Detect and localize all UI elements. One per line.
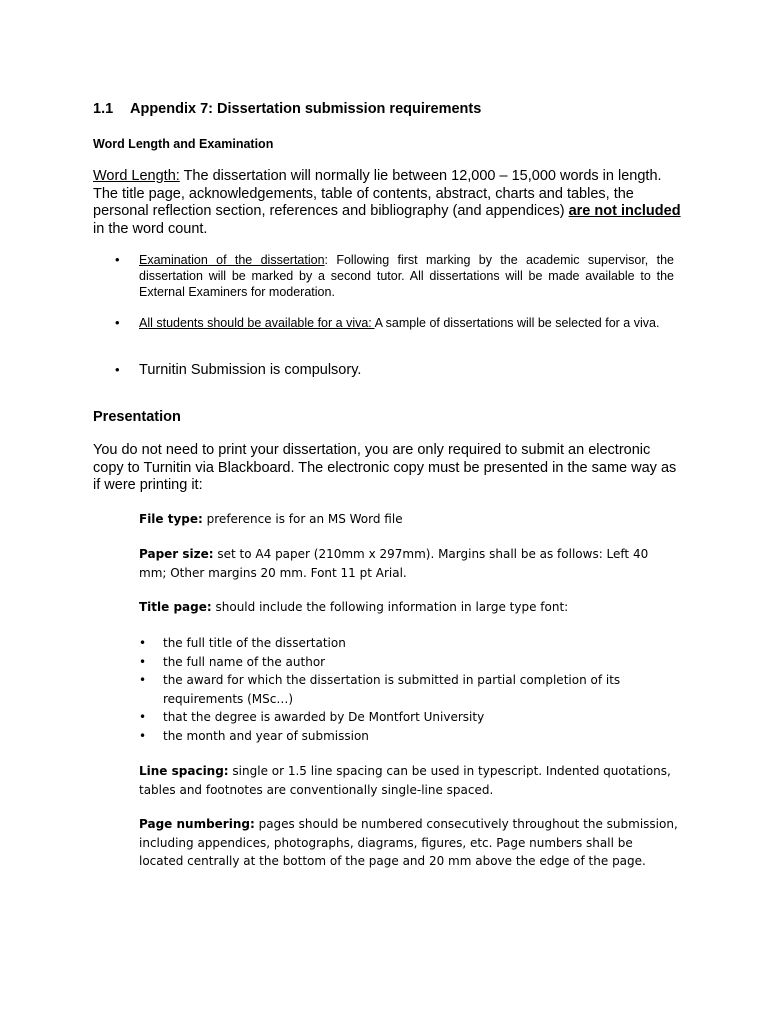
file-type-paragraph <box>139 510 679 529</box>
bullet-viva-text: A sample of dissertations will be selected for a viva. <box>374 316 660 330</box>
title-page-label: Title page: <box>139 600 212 614</box>
bullet-dot-icon: • <box>139 636 147 650</box>
list-item-text: the month and year of submission <box>163 728 369 743</box>
bullet-examination-text: : Following first marking by the academic supervisor, the dissertation will be marked by a second tutor. All dissertations will be made available to the External Examiners for moderation. <box>139 253 674 299</box>
paper-size-label: Paper size: <box>139 547 214 561</box>
bullet-dot-icon: • <box>139 710 147 724</box>
title-page-paragraph <box>139 598 679 617</box>
bullet-turnitin-text: Turnitin Submission is compulsory. <box>139 362 362 378</box>
bullet-dot-icon: • <box>115 362 120 377</box>
section-title: Appendix 7: Dissertation submission requirements <box>130 101 482 117</box>
page-numbering-label: Page numbering: <box>139 817 255 831</box>
file-type-label: File type: <box>139 512 203 526</box>
paper-size-paragraph <box>139 545 679 582</box>
subheading-word-length: Word Length and Examination <box>93 137 274 151</box>
bullet-dot-icon: • <box>115 315 120 330</box>
list-item-text: that the degree is awarded by De Montfort University <box>163 710 485 724</box>
paper-size-text: set to A4 paper (210mm x 297mm). Margins shall be as follows: Left 40 mm; Other margins 20 mm. Font 11 pt Arial. <box>139 547 649 580</box>
bullet-dot-icon: • <box>139 654 147 669</box>
bullet-viva <box>115 315 676 331</box>
file-type-text: preference is for an MS Word file <box>202 512 403 526</box>
presentation-intro: You do not need to print your dissertation, you are only required to submit an electronic copy to Turnitin via Blackboard. The electronic copy must be presented in the same way as if were printing it: <box>93 442 677 493</box>
bullet-turnitin <box>115 361 676 379</box>
bullet-dot-icon: • <box>139 728 147 743</box>
word-length-text-1: The dissertation will normally lie between 12,000 – 15,000 words in length. The title page, acknowledgements, table of contents, abstract, charts and tables, the personal reflection section, references and bibliography (and appendices) <box>93 168 662 219</box>
page-numbering-text: pages should be numbered consecutively throughout the submission, including appendices, photographs, diagrams, figures, etc. Page numbers shall be located centrally at the bottom of the page and 20 mm above the edge of the page. <box>139 817 678 868</box>
list-item <box>139 634 679 653</box>
word-length-paragraph <box>93 168 683 238</box>
section-heading <box>93 101 481 117</box>
subheading-presentation: Presentation <box>93 409 181 425</box>
line-spacing-paragraph <box>139 762 679 799</box>
word-length-text-2: in the word count. <box>93 220 208 237</box>
title-page-list <box>139 634 679 745</box>
list-item-text: the full title of the dissertation <box>163 636 346 650</box>
title-page-text: should include the following information in large type font: <box>211 600 569 614</box>
bullet-viva-label: All students should be available for a viva: <box>139 316 375 330</box>
bullet-dot-icon: • <box>139 673 147 687</box>
list-item <box>139 708 679 727</box>
word-length-label: Word Length: <box>93 168 180 184</box>
bullet-examination-label: Examination of the dissertation <box>139 253 325 267</box>
list-item-text: the full name of the author <box>163 654 326 669</box>
section-number: 1.1 <box>93 101 114 117</box>
bullet-dot-icon: • <box>115 252 120 267</box>
word-length-emphasis: are not included <box>568 203 681 219</box>
list-item <box>139 671 679 708</box>
list-item <box>139 727 679 746</box>
line-spacing-label: Line spacing: <box>139 764 229 778</box>
page-numbering-paragraph <box>139 815 679 871</box>
line-spacing-text: single or 1.5 line spacing can be used in typescript. Indented quotations, tables and footnotes are conventionally single-line spaced. <box>139 764 671 797</box>
list-item-text: the award for which the dissertation is submitted in partial completion of its requirements (MSc…) <box>163 673 621 706</box>
list-item <box>139 653 679 672</box>
bullet-examination <box>115 252 674 300</box>
